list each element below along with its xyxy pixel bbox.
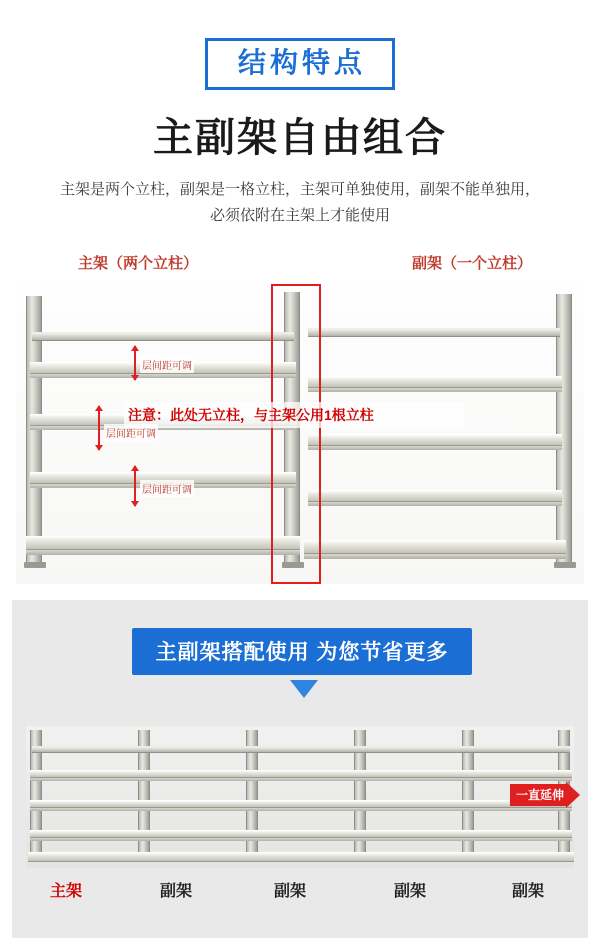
combined-shelf-4 <box>28 852 574 862</box>
rack-illustration <box>16 284 584 584</box>
frame-label-1: 主架 <box>50 883 83 900</box>
sub-frame-foot-right <box>554 562 576 568</box>
main-frame-shelf-4 <box>26 536 300 550</box>
main-frame-foot-left <box>24 562 46 568</box>
frame-label-2: 副架 <box>160 883 193 900</box>
subtitle-line-2: 必须依附在主架上才能使用 <box>209 207 390 225</box>
panel-badge: 主副架搭配使用 为您节省更多 <box>132 628 472 675</box>
combined-shelf-1 <box>30 770 572 778</box>
main-frame-shelf-1-edge <box>30 374 296 378</box>
sub-frame-shelf-3-edge <box>308 502 562 506</box>
combination-panel <box>12 600 588 938</box>
caption-main-frame: 主架（两个立柱） <box>78 254 199 272</box>
layer-gap-label-2: 层间距可调 <box>104 424 158 441</box>
combined-shelf-1-edge <box>30 778 572 781</box>
sub-frame-shelf-4-edge <box>304 554 566 559</box>
frame-labels-row <box>12 878 588 908</box>
frame-label-4: 副架 <box>394 883 427 900</box>
page-header <box>0 0 600 230</box>
combined-top-beam <box>32 746 570 753</box>
sub-frame-shelf-2-edge <box>308 446 562 450</box>
combined-shelf-2 <box>30 800 572 808</box>
layer-gap-arrow-2 <box>98 406 100 450</box>
combined-shelf-3-edge <box>30 838 572 841</box>
combined-shelf-2-edge <box>30 808 572 811</box>
frame-label-3: 副架 <box>274 883 307 900</box>
layer-gap-arrow-3 <box>134 466 136 506</box>
combined-shelf-3 <box>30 830 572 838</box>
sub-frame-shelf-1-edge <box>308 388 562 392</box>
page-subtitle <box>60 177 540 230</box>
layer-gap-arrow-1 <box>134 346 136 380</box>
main-frame-shelf-4-edge <box>26 550 300 555</box>
page-title: 主副架自由组合 <box>153 116 447 161</box>
caption-sub-frame: 副架（一个立柱） <box>412 254 533 272</box>
sub-frame-shelf-1 <box>308 376 562 388</box>
extend-arrow-label: 一直延伸 <box>510 784 566 806</box>
combined-rack-illustration <box>26 726 574 868</box>
sub-frame-shelf-2 <box>308 434 562 446</box>
sub-frame-shelf-3 <box>308 490 562 502</box>
layer-gap-label-1: 层间距可调 <box>140 356 194 373</box>
frame-label-5: 副架 <box>512 883 545 900</box>
chevron-down-icon <box>290 680 318 698</box>
shared-post-note: 注意：此处无立柱，与主架公用1根立柱 <box>124 402 464 428</box>
arrow-right-icon <box>566 782 580 808</box>
section-badge: 结构特点 <box>205 38 395 90</box>
sub-frame-top-beam <box>308 328 560 337</box>
layer-gap-label-3: 层间距可调 <box>140 480 194 497</box>
sub-frame-shelf-4 <box>304 540 566 554</box>
diagram-captions <box>0 252 600 276</box>
shared-post-highlight <box>271 284 321 584</box>
extend-arrow <box>510 782 580 808</box>
subtitle-line-1: 主架是两个立柱，副架是一格立柱，主架可单独使用，副架不能单独用， <box>60 181 541 199</box>
main-frame-top-beam <box>32 332 294 341</box>
